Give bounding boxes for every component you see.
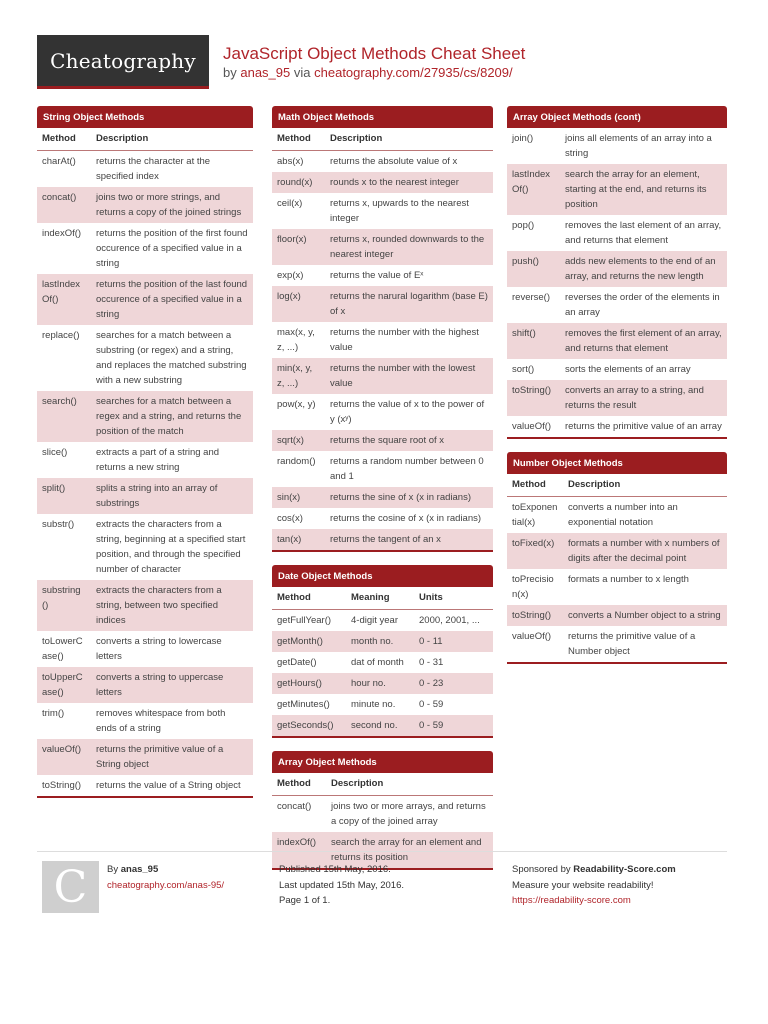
- method-description: returns the primitive value of an array: [565, 421, 722, 432]
- page-title: JavaScript Object Methods Cheat Sheet: [223, 44, 526, 63]
- column-header: Method: [272, 773, 326, 796]
- footer-sponsor: [512, 862, 676, 909]
- table-row: [37, 442, 253, 478]
- table-row: [272, 265, 493, 286]
- method-name: sort(): [512, 364, 535, 375]
- table-row: [272, 487, 493, 508]
- method-name: replace(): [42, 330, 80, 341]
- section-title: String Object Methods: [37, 106, 253, 128]
- method-name: exp(x): [277, 270, 304, 281]
- method-name: pop(): [512, 220, 535, 231]
- table-row: [272, 451, 493, 487]
- method-description: returns x, upwards to the nearest integer: [330, 198, 469, 224]
- method-description: returns the position of the first found occurence of a specified value in a string: [96, 228, 248, 269]
- method-name: indexOf(): [42, 228, 82, 239]
- method-name: min(x, y, z, ...): [272, 358, 325, 394]
- table-row: [37, 580, 253, 631]
- table-row: [37, 775, 253, 796]
- method-units: 0 - 59: [414, 715, 493, 736]
- method-description: returns the value of x to the power of y (xʸ): [330, 399, 485, 425]
- table-row: [507, 497, 727, 534]
- method-name: charAt(): [42, 156, 76, 167]
- table-row: [507, 416, 727, 437]
- method-description: extracts a part of a string and returns a new string: [96, 447, 220, 473]
- method-name: concat(): [277, 801, 312, 812]
- avatar-letter: C: [53, 861, 88, 913]
- table-row: [272, 652, 493, 673]
- string-methods-section: [37, 106, 253, 798]
- table-row: [37, 223, 253, 274]
- method-name: sqrt(x): [272, 430, 325, 451]
- table-row: [507, 323, 727, 359]
- column-header: Method: [272, 128, 325, 151]
- method-name: split(): [37, 478, 91, 514]
- method-name: lastIndex Of(): [507, 164, 560, 215]
- method-description: formats a number to x length: [568, 574, 689, 585]
- table-row: [37, 703, 253, 739]
- table-row: [272, 610, 493, 632]
- method-name: substring (): [37, 580, 91, 631]
- table-row: [272, 631, 493, 652]
- table-row: [507, 569, 727, 605]
- method-name: toString(): [507, 605, 563, 626]
- method-name: push(): [507, 251, 560, 287]
- footer-divider: [37, 851, 727, 852]
- methods-table: [272, 128, 493, 550]
- method-description: removes whitespace from both ends of a string: [96, 708, 226, 734]
- method-description: search the array for an element, starting at the end, and returns its position: [560, 164, 727, 215]
- method-description: searches for a match between a regex and a string, and returns the position of the match: [91, 391, 253, 442]
- method-description: returns the tangent of an x: [325, 529, 493, 550]
- method-description: converts a string to uppercase letters: [91, 667, 253, 703]
- method-description: converts an array to a string, and returns the result: [560, 380, 727, 416]
- method-description: reverses the order of the elements in an array: [565, 292, 720, 318]
- table-row: [507, 626, 727, 662]
- table-row: [272, 430, 493, 451]
- table-row: [37, 391, 253, 442]
- method-name: toExponen tial(x): [512, 502, 558, 528]
- sponsor-link[interactable]: https://readability-score.com: [512, 895, 631, 906]
- table-row: [272, 151, 493, 173]
- sponsor-name: Readability-Score.com: [573, 864, 676, 875]
- method-description: joins two or more strings, and returns a copy of the joined strings: [91, 187, 253, 223]
- method-name: round(x): [272, 172, 325, 193]
- column-header: Description: [326, 773, 493, 796]
- method-units: 0 - 23: [414, 673, 493, 694]
- table-row: [507, 605, 727, 626]
- table-row: [37, 187, 253, 223]
- method-units: 0 - 31: [419, 657, 444, 668]
- table-row: [507, 215, 727, 251]
- method-description: returns the narural logarithm (base E) of x: [325, 286, 493, 322]
- method-description: hour no.: [346, 673, 414, 694]
- method-description: minute no.: [351, 699, 396, 710]
- methods-table: [272, 773, 493, 868]
- method-units: 2000, 2001, ...: [419, 615, 480, 626]
- column-2: [272, 106, 493, 883]
- byline-by: by: [223, 65, 237, 80]
- logo-text: Cheatography: [50, 48, 196, 73]
- method-name: toString(): [507, 380, 560, 416]
- table-row: [272, 529, 493, 550]
- page-count: Page 1 of 1.: [279, 895, 331, 906]
- footer-author-name: anas_95: [120, 864, 159, 875]
- method-name: getDate(): [277, 657, 317, 668]
- method-description: second no.: [346, 715, 414, 736]
- method-name: valueOf(): [512, 631, 552, 642]
- method-description: extracts the characters from a string, between two specified indices: [91, 580, 253, 631]
- method-description: returns the primitive value of a String object: [91, 739, 253, 775]
- method-description: returns the primitive value of a Number object: [568, 631, 696, 657]
- table-row: [272, 322, 493, 358]
- method-name: toUpperC ase(): [37, 667, 91, 703]
- column-header: Meaning: [346, 587, 414, 610]
- method-name: getMinutes(): [277, 699, 330, 710]
- method-name: trim(): [42, 708, 65, 719]
- method-name: getMonth(): [272, 631, 346, 652]
- method-name: concat(): [37, 187, 91, 223]
- by-label: By: [107, 864, 119, 875]
- method-description: sorts the elements of an array: [565, 364, 691, 375]
- method-name: toFixed(x): [507, 533, 563, 569]
- table-row: [272, 394, 493, 430]
- footer-dates: [279, 862, 404, 909]
- sheet-url-link[interactable]: cheatography.com/27935/cs/8209/: [314, 65, 513, 80]
- table-row: [37, 667, 253, 703]
- methods-table: [507, 128, 727, 437]
- footer-author: [107, 862, 224, 894]
- column-header: Description: [563, 474, 727, 497]
- sponsored-by-label: Sponsored by: [512, 864, 571, 875]
- method-description: returns a random number between 0 and 1: [330, 456, 484, 482]
- table-row: [272, 796, 493, 833]
- cheatography-logo[interactable]: [37, 35, 209, 89]
- method-name: join(): [512, 133, 534, 144]
- method-name: getSeconds(): [272, 715, 346, 736]
- method-description: returns the cosine of x (x in radians): [330, 513, 482, 524]
- array-methods-cont-section: [507, 106, 727, 439]
- method-name: getHours(): [272, 673, 346, 694]
- method-description: returns the value of Eˣ: [330, 270, 424, 281]
- section-title: Array Object Methods: [272, 751, 493, 773]
- column-3: [507, 106, 727, 677]
- table-row: [507, 359, 727, 380]
- method-description: dat of month: [351, 657, 404, 668]
- byline: [223, 65, 513, 80]
- method-description: converts a string to lowercase letters: [96, 636, 222, 662]
- table-row: [272, 694, 493, 715]
- method-description: extracts the characters from a string, beginning at a specified start position, and through the specified number of character: [96, 519, 246, 575]
- method-description: returns the square root of x: [325, 430, 493, 451]
- table-row: [272, 715, 493, 736]
- method-name: max(x, y, z, ...): [277, 327, 315, 353]
- table-row: [272, 229, 493, 265]
- method-name: pow(x, y): [277, 399, 316, 410]
- method-description: returns the value of a String object: [96, 780, 241, 791]
- methods-table: [37, 128, 253, 796]
- method-description: splits a string into an array of substrings: [91, 478, 253, 514]
- updated-date: Last updated 15th May, 2016.: [279, 879, 404, 891]
- method-description: rounds x to the nearest integer: [325, 172, 493, 193]
- method-name: substr(): [42, 519, 75, 530]
- method-name: toPrecisio n(x): [512, 574, 554, 600]
- method-description: returns the number with the highest value: [330, 327, 479, 353]
- section-title: Number Object Methods: [507, 452, 727, 474]
- method-name: getFullYear(): [277, 615, 332, 626]
- method-name: floor(x): [272, 229, 325, 265]
- method-description: removes the last element of an array, and returns that element: [565, 220, 722, 246]
- footer-author-link[interactable]: cheatography.com/anas-95/: [107, 880, 225, 891]
- method-description: searches for a match between a substring (or regex) and a string, and replaces the matched substring with a new substring: [96, 330, 247, 386]
- methods-table: [272, 587, 493, 736]
- method-description: returns the absolute value of x: [330, 156, 458, 167]
- section-title: Array Object Methods (cont): [507, 106, 727, 128]
- method-description: returns the character at the specified index: [96, 156, 211, 182]
- method-description: joins two or more arrays, and returns a copy of the joined array: [331, 801, 486, 827]
- method-name: indexOf(): [272, 832, 326, 868]
- method-description: converts a number into an exponential notation: [568, 502, 678, 528]
- methods-table: [507, 474, 727, 662]
- published-date: Published 15th May, 2016.: [279, 864, 391, 875]
- section-title: Math Object Methods: [272, 106, 493, 128]
- column-1: [37, 106, 253, 811]
- method-description: 4-digit year: [351, 615, 398, 626]
- table-row: [507, 533, 727, 569]
- method-description: month no.: [346, 631, 414, 652]
- column-header: Description: [325, 128, 493, 151]
- byline-via: via: [293, 65, 311, 80]
- method-description: returns the number with the lowest value: [325, 358, 493, 394]
- sponsor-tagline: Measure your website readability!: [512, 879, 654, 891]
- table-row: [37, 478, 253, 514]
- table-row: [507, 380, 727, 416]
- method-description: adds new elements to the end of an array, and returns the new length: [560, 251, 727, 287]
- table-row: [507, 251, 727, 287]
- method-description: formats a number with x numbers of digits after the decimal point: [563, 533, 727, 569]
- column-header: Method: [272, 587, 346, 610]
- method-description: returns the position of the last found occurence of a specified value in a string: [91, 274, 253, 325]
- method-name: slice(): [42, 447, 68, 458]
- method-name: tan(x): [272, 529, 325, 550]
- math-methods-section: [272, 106, 493, 552]
- method-name: abs(x): [277, 156, 304, 167]
- method-name: toLowerC ase(): [42, 636, 83, 662]
- table-row: [272, 508, 493, 529]
- method-units: 0 - 59: [419, 699, 444, 710]
- method-name: lastIndex Of(): [37, 274, 91, 325]
- method-description: joins all elements of an array into a string: [565, 133, 712, 159]
- method-name: sin(x): [272, 487, 325, 508]
- table-row: [272, 172, 493, 193]
- table-row: [272, 286, 493, 322]
- method-description: converts a Number object to a string: [563, 605, 727, 626]
- table-row: [37, 739, 253, 775]
- author-avatar[interactable]: [42, 861, 99, 913]
- method-name: cos(x): [277, 513, 303, 524]
- table-row: [272, 193, 493, 229]
- method-description: search the array for an element and returns its position: [326, 832, 493, 868]
- method-description: returns the sine of x (x in radians): [325, 487, 493, 508]
- table-row: [272, 358, 493, 394]
- method-name: ceil(x): [277, 198, 303, 209]
- column-header: Method: [507, 474, 563, 497]
- number-methods-section: [507, 452, 727, 664]
- date-methods-section: [272, 565, 493, 738]
- method-name: toString(): [42, 780, 82, 791]
- method-name: search(): [37, 391, 91, 442]
- table-row: [37, 325, 253, 391]
- table-row: [507, 164, 727, 215]
- method-description: returns x, rounded downwards to the nearest integer: [325, 229, 493, 265]
- table-row: [507, 287, 727, 323]
- array-methods-section: [272, 751, 493, 870]
- table-row: [37, 514, 253, 580]
- table-row: [37, 631, 253, 667]
- author-link[interactable]: anas_95: [240, 65, 291, 80]
- method-name: valueOf(): [512, 421, 552, 432]
- column-header: Method: [37, 128, 91, 151]
- method-name: reverse(): [512, 292, 551, 303]
- method-name: log(x): [272, 286, 325, 322]
- method-units: 0 - 11: [414, 631, 493, 652]
- table-row: [37, 151, 253, 188]
- section-title: Date Object Methods: [272, 565, 493, 587]
- method-description: removes the first element of an array, and returns that element: [560, 323, 727, 359]
- method-name: shift(): [507, 323, 560, 359]
- method-name: valueOf(): [37, 739, 91, 775]
- column-header: Description: [91, 128, 253, 151]
- method-name: random(): [277, 456, 316, 467]
- table-row: [507, 128, 727, 164]
- column-header: Units: [414, 587, 493, 610]
- table-row: [272, 673, 493, 694]
- table-row: [37, 274, 253, 325]
